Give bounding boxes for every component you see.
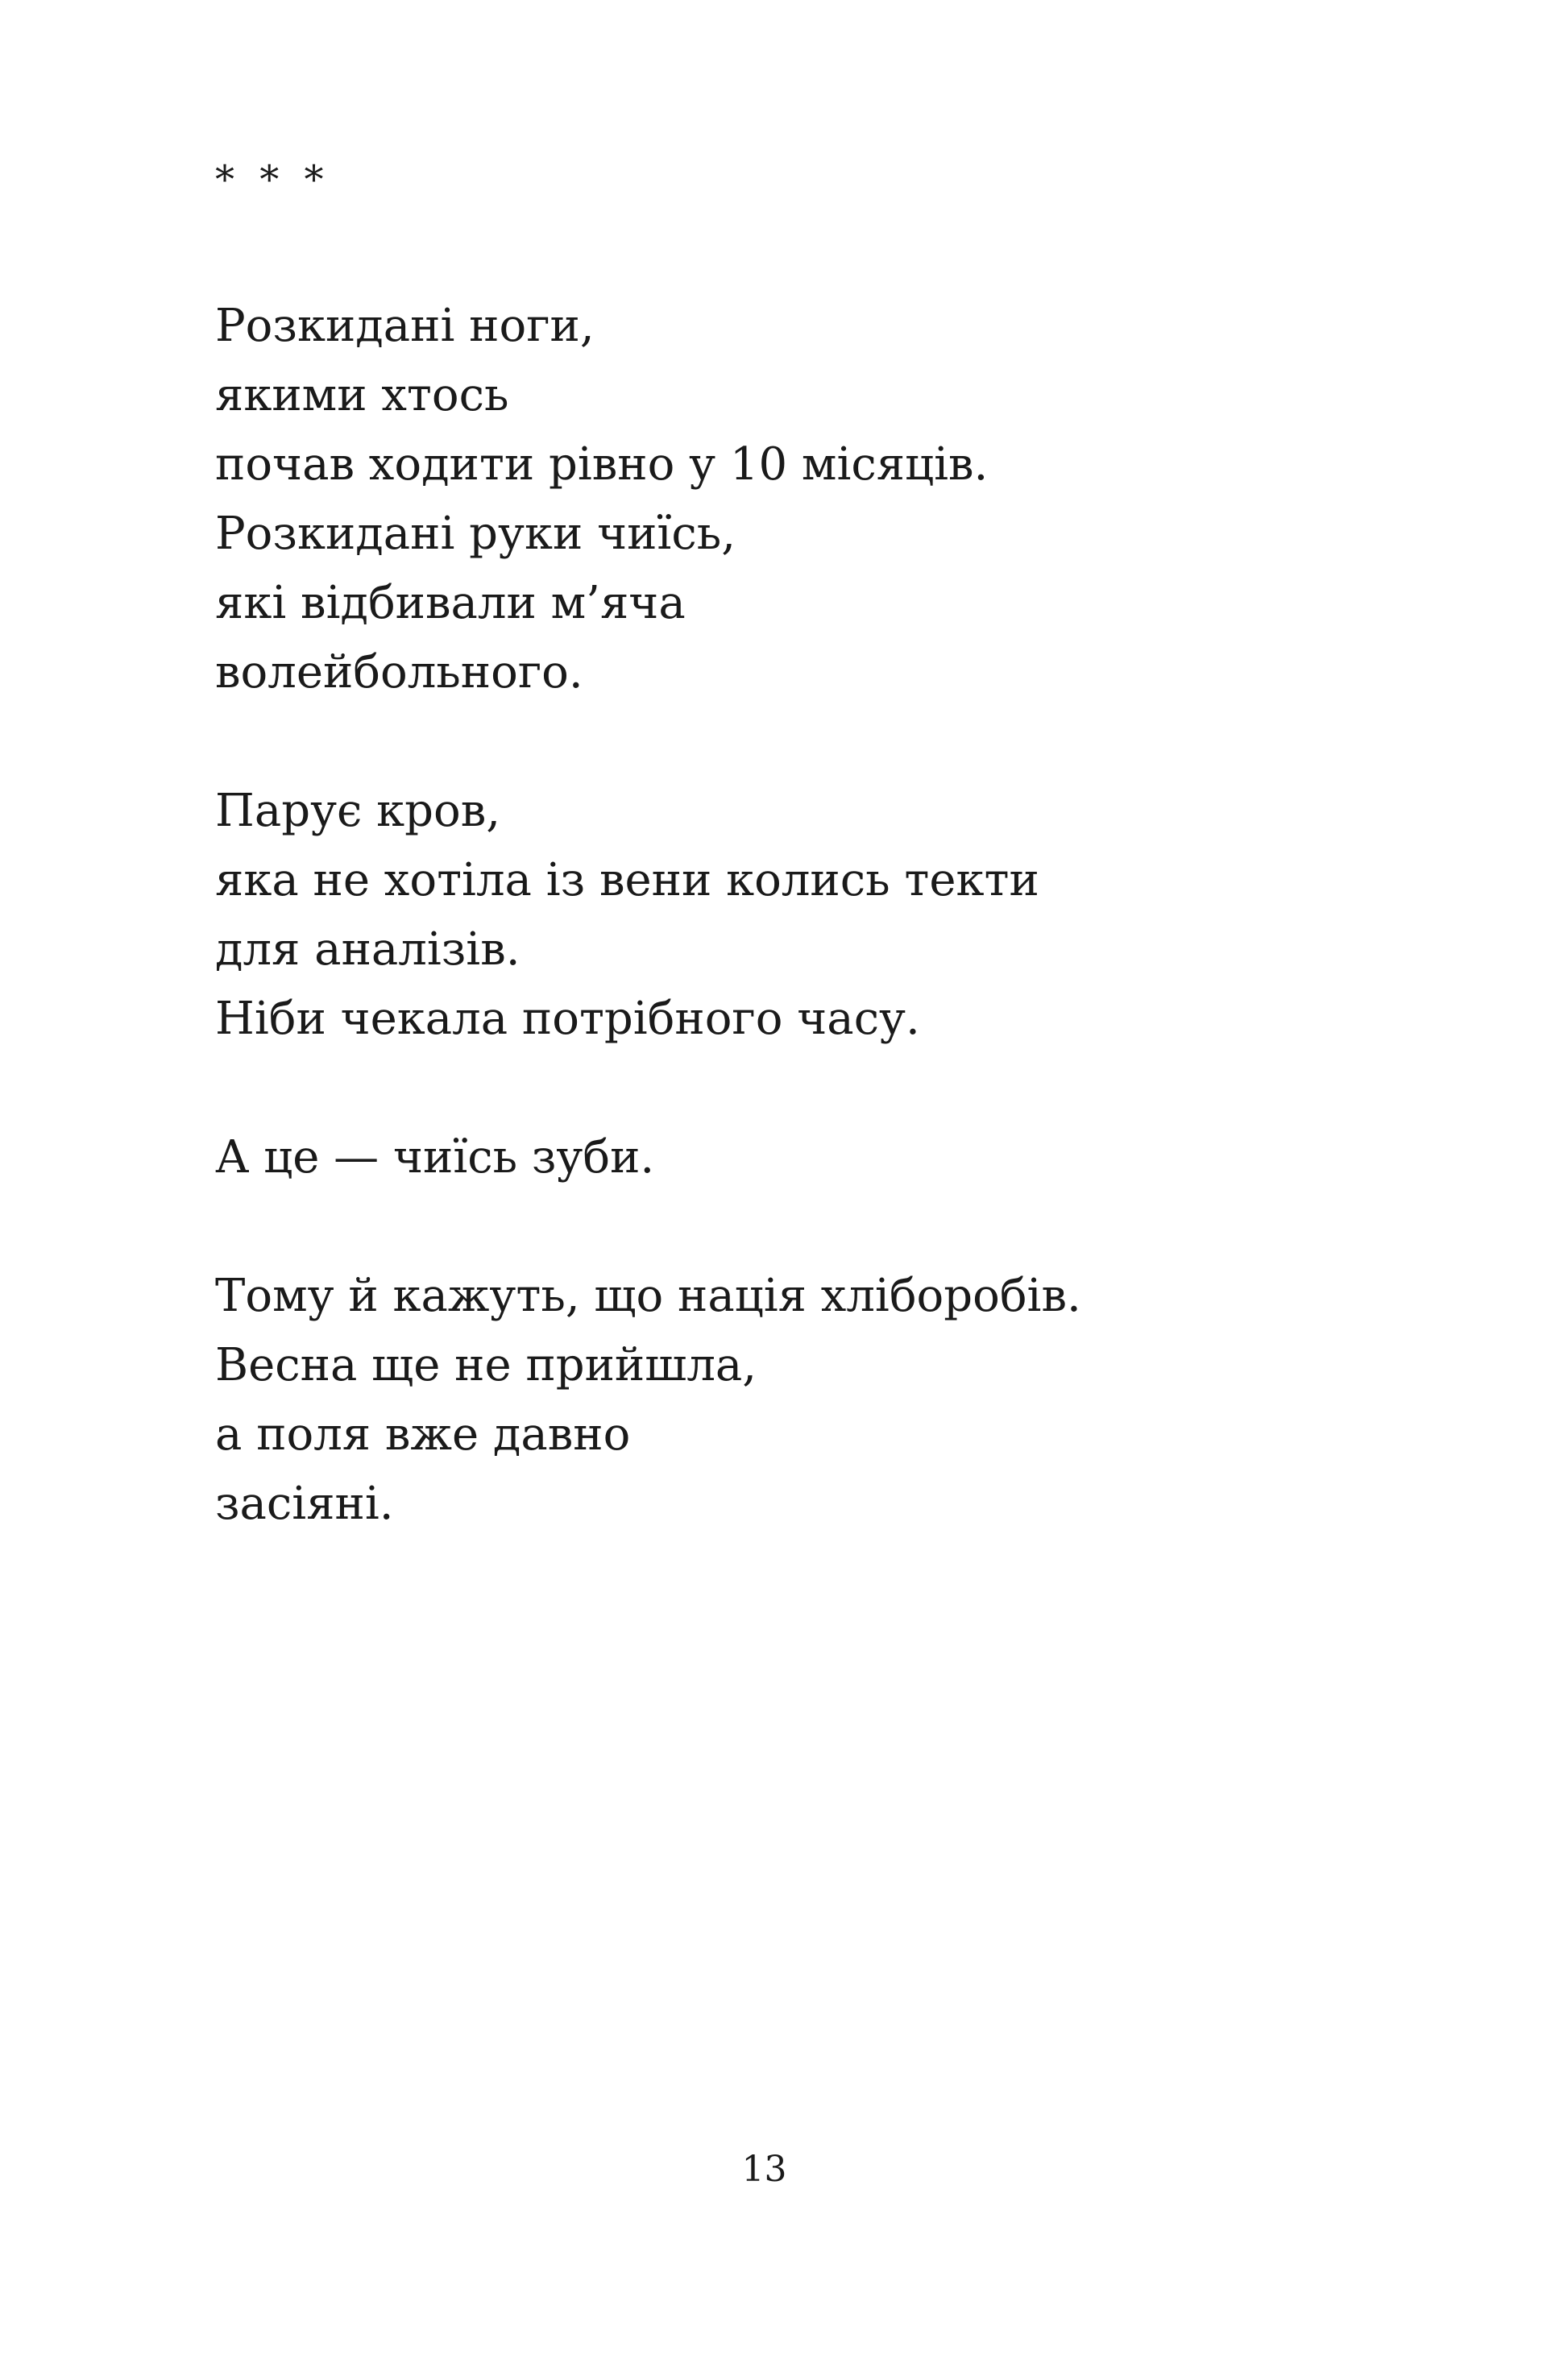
poem-line: волейбольного. (215, 646, 583, 699)
stanza-2 (215, 777, 1081, 1054)
page-number: 13 (741, 2149, 787, 2190)
poem-line: якими хтось (215, 369, 509, 421)
stanza-3 (215, 1123, 1081, 1192)
poem-line: для аналізів. (215, 923, 521, 976)
poem (215, 292, 1081, 1539)
poem-line: а поля вже давно (215, 1408, 631, 1461)
stanza-1 (215, 292, 1081, 707)
poem-line: Розкидані ноги, (215, 300, 595, 352)
poem-line: які відбивали м’яча (215, 577, 686, 629)
poem-line: Весна ще не прийшла, (215, 1339, 757, 1391)
poem-line: почав ходити рівно у 10 місяців. (215, 438, 989, 491)
poem-line: Парує кров, (215, 785, 501, 837)
section-separator: * * * (215, 157, 330, 202)
poem-line: Тому й кажуть, що нація хліборобів. (215, 1270, 1081, 1322)
poem-line: А це — чиїсь зуби. (215, 1131, 655, 1184)
poem-line: засіяні. (215, 1478, 394, 1530)
poem-line: Розкидані руки чиїсь, (215, 508, 736, 560)
stanza-4 (215, 1262, 1081, 1539)
poem-line: Ніби чекала потрібного часу. (215, 993, 920, 1045)
poem-line: яка не хотіла із вени колись текти (215, 854, 1039, 906)
